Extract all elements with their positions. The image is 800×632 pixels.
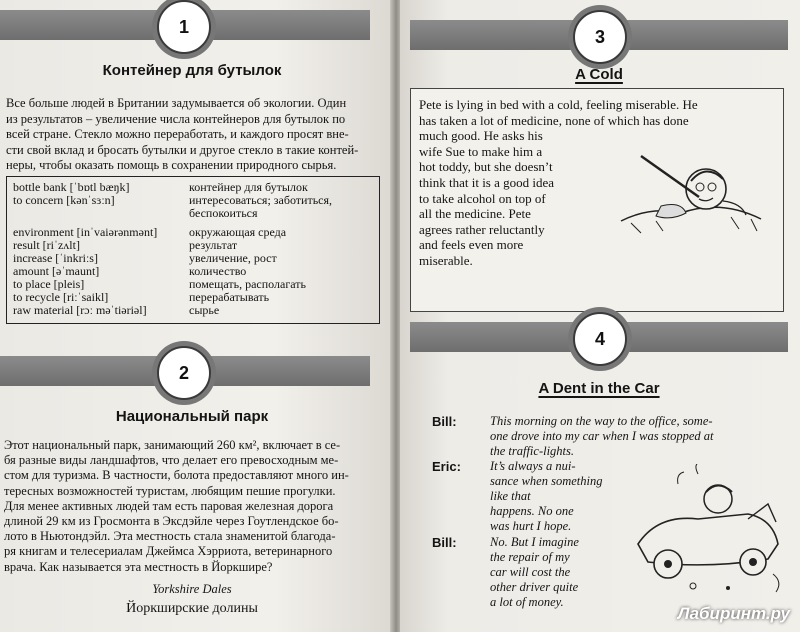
section-2-title: Национальный парк — [115, 408, 269, 425]
story-box — [410, 88, 784, 312]
bill-reply-line: No. But I imagine — [490, 535, 579, 549]
left-page — [0, 0, 392, 632]
bill-reply-line: car will cost the — [490, 565, 571, 579]
labirint-logo: Лабиринт.ру — [677, 604, 790, 623]
bill-reply-line: a lot of money. — [490, 595, 564, 609]
speaker-bill: Bill: — [432, 414, 457, 429]
eric-line: sance when something — [490, 474, 603, 488]
section-3-number: 3 — [573, 10, 627, 64]
right-page — [400, 0, 800, 632]
speaker-bill-2: Bill: — [432, 535, 457, 550]
bill-reply-line: other driver quite — [490, 580, 579, 594]
section-2-text: Этот национальный парк, занимающий 260 км², включает в се- бя разные виды ландшафтов, что делает его превосходным ме- стом для туризма. В частности, болота предоставляют много ин- тересных возможностей туристам, любящим пешие прогулки. Для менее активных людей там есть паровая железная дорога длиной 29 км из Гросмонта в Эксдэйле через Гоутлендское бо- лото в Ньютондэйл. Эта местность стала знаменитой благода- ря книгам и телесериалам Джеймса Хэрриота, ветеринарного врача. Как называется эта местность в Йоркшире? — [4, 438, 349, 574]
bill-line: one drove into my car when I was stopped at — [490, 429, 714, 443]
section-1-number: 1 — [157, 0, 211, 54]
answer-russian: Йоркширские долины — [126, 601, 258, 616]
section-2-number: 2 — [157, 346, 211, 400]
section-3-banner — [410, 20, 788, 50]
section-1-text: Все больше людей в Британии задумывается об экологии. Один из результатов – увеличение числа контейнеров для бутылок по всей стране. Стекло можно переработать, и каждого просят вне- сти свой вклад и бросать бутылки и другое стекло в такие контей- неры, чтобы оказать помощь в сохранении природного сырья. — [6, 96, 359, 172]
eric-line: like that — [490, 489, 531, 503]
eric-line: happens. No one — [490, 504, 574, 518]
sick-man-illustration — [611, 151, 771, 241]
vocabulary-box: bottle bank [ˈbɒtl bæŋk] контейнер для бутылок to concern [kənˈsɜːn] интересоваться; заботиться, беспокоиться environment [inˈvaiərənmənt] окружающая среда result [riˈzʌlt] результат increase [ˈinkriːs] увеличение, рост amount [əˈmaunt] количество to place [pleis] помещать, располагать to recycle [riːˈsaikl] перерабатывать raw material [rɔː məˈtiəriəl] сырье — [6, 176, 380, 324]
eric-line: was hurt I hope. — [490, 519, 572, 533]
section-4-banner — [410, 322, 788, 352]
section-4-number: 4 — [573, 312, 627, 366]
bill-line: This morning on the way to the office, some- — [490, 414, 713, 428]
speaker-eric: Eric: — [432, 459, 461, 474]
section-4-title: A Dent in the Car — [538, 380, 660, 397]
eric-line: It’s always a nui- — [490, 459, 576, 473]
section-1-banner — [0, 10, 370, 40]
section-3-text: Pete is lying in bed with a cold, feeling miserable. He has taken a lot of medicine, none of which has done much good. He asks his wife Sue to make him a hot toddy, but she doesn’t think that it is a good idea to take alcohol on top of all the medicine. Pete agrees rather reluctantly and feels even more miserable. — [419, 97, 698, 268]
dented-car-illustration — [618, 464, 788, 594]
section-2-banner — [0, 356, 370, 386]
section-3-title: A Cold — [575, 66, 623, 83]
answer-english: Yorkshire Dales — [152, 582, 232, 596]
bill-line: the traffic-lights. — [490, 444, 575, 458]
bill-reply-line: the repair of my — [490, 550, 570, 564]
section-1-title: Контейнер для бутылок — [102, 62, 282, 79]
